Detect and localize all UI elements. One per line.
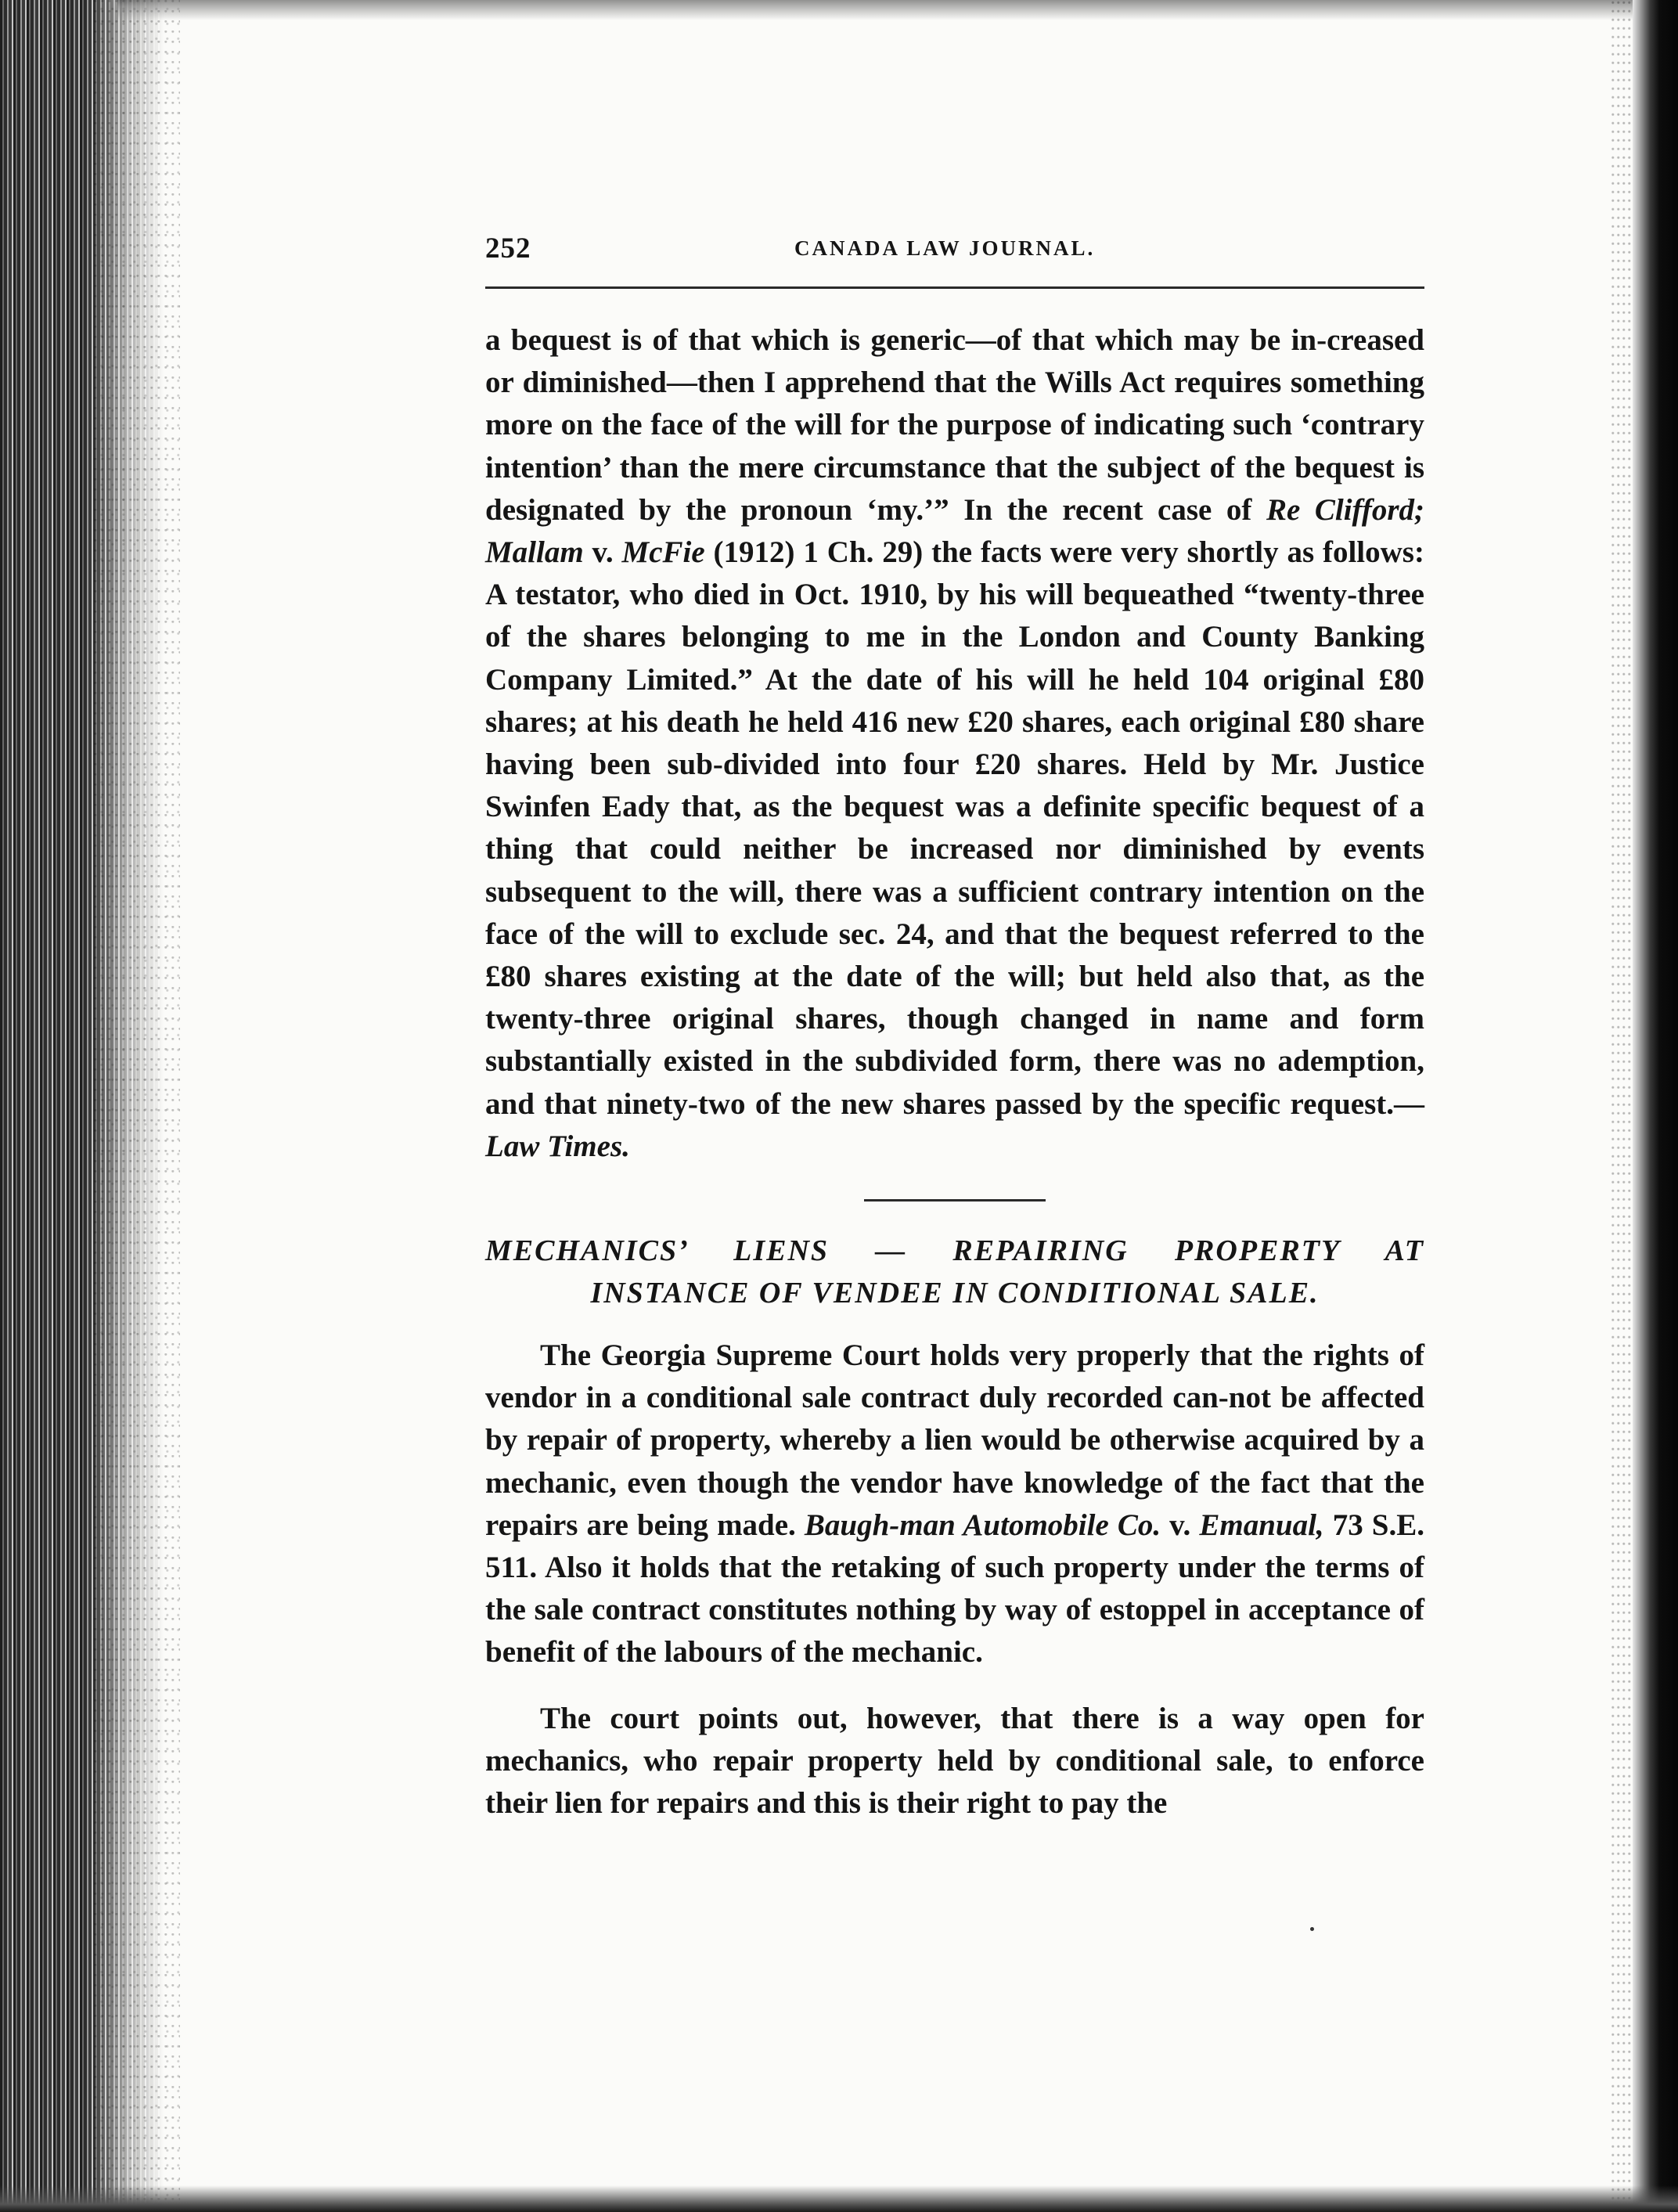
text-run: The Georgia Supreme Court holds very properly that the rights of vendor in a conditional sale contract duly recorded can-not be affected by repair of property, whereby a lien would be otherwise acquired by a mechanic, even though the vendor have knowledge of the fact that the repairs are being made.: [485, 1338, 1424, 1542]
section-heading: [485, 1230, 1424, 1314]
text-run: (1912) 1 Ch. 29) the facts were very shortly as follows: A testator, who died in Oct. 1910, by his will bequeathed “twenty-three of the shares belonging to me in the London and County Banking Company Limited.” At the date of his will he held 104 original £80 shares; at his death he held 416 new £20 shares, each original £80 share having been sub-divided into four £20 shares. Held by Mr. Justice Swinfen Eady that, as the bequest was a definite specific bequest of a thing that could neither be increased nor diminished by events subsequent to the will, there was a sufficient contrary intention on the face of the will to exclude sec. 24, and that the bequest referred to the £80 shares existing at the date of the will; but held also that, as the twenty-three original shares, though changed in name and form substantially existed in the subdivided form, there was no ademption, and that ninety-two of the new shares passed by the specific request.—: [485, 535, 1424, 1121]
case-name: Re Clifford; Mallam: [485, 492, 1424, 570]
continuation-paragraph: [485, 319, 1424, 1168]
section-paragraph: The court points out, however, that there is a way open for mechanics, who repair property held by conditional sale, to enforce their lien for repairs and this is their right to pay the: [485, 1701, 1424, 1821]
text-run: a bequest is of that which is generic—of that which may be in-creased or diminished—then I apprehend that the Wills Act requires something more on the face of the will for the purpose of indicating such ‘contrary intention’ than the mere circumstance that the subject of the bequest is designated by the pronoun ‘my.’” In the recent case of: [485, 323, 1424, 527]
scan-mark: [1310, 1927, 1314, 1931]
bottom-scan-edge: [0, 2185, 1678, 2212]
page-body: [485, 319, 1424, 1825]
text-run: 73 S.E. 511. Also it holds that the retaking of such property under the terms of the sale contract constitutes nothing by way of estoppel in acceptance of benefit of the labours of the mechanic.: [485, 1508, 1425, 1670]
section-heading-line: INSTANCE OF VENDEE IN CONDITIONAL SALE.: [590, 1277, 1320, 1310]
case-name: McFie: [621, 535, 705, 570]
header-rule: [485, 286, 1424, 289]
section-divider: [864, 1199, 1046, 1201]
section-heading-line: MECHANICS’ LIENS — REPAIRING PROPERTY AT: [485, 1234, 1424, 1268]
page-number: 252: [485, 232, 531, 265]
section-paragraph: [485, 1335, 1424, 1674]
binding-speckle: [94, 0, 180, 2212]
text-run: v.: [583, 535, 622, 570]
case-name: Emanual,: [1199, 1508, 1324, 1542]
source-citation: Law Times.: [485, 1129, 630, 1163]
case-name: Baugh-man Automobile Co.: [804, 1508, 1161, 1542]
journal-title: CANADA LAW JOURNAL.: [794, 236, 1096, 260]
top-scan-edge: [117, 0, 1636, 20]
running-head: [485, 232, 1424, 272]
right-scan-edge: [1633, 0, 1678, 2212]
text-run: v.: [1161, 1508, 1200, 1542]
